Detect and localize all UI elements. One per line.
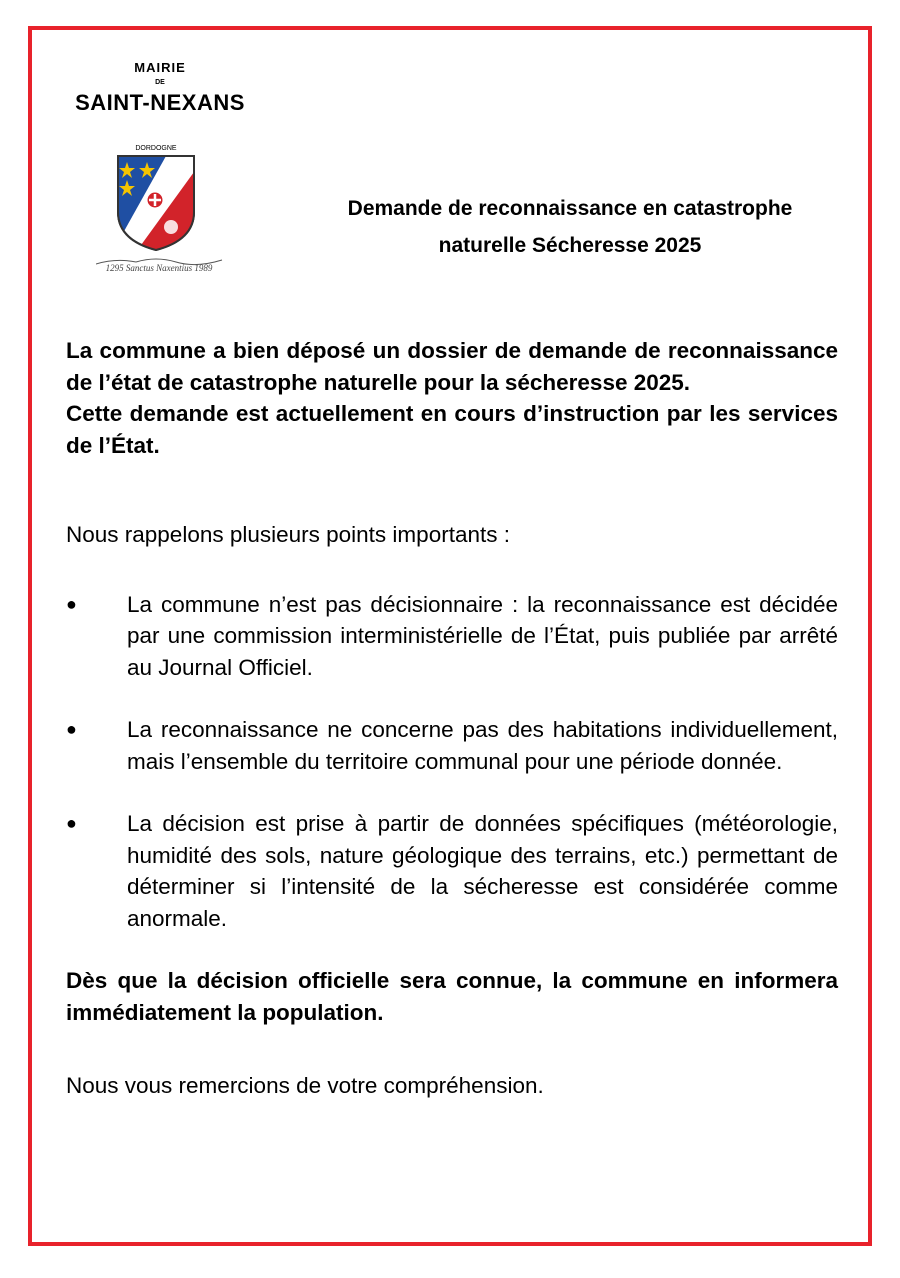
list-item <box>66 808 838 934</box>
points-list <box>66 589 838 935</box>
mairie-label: MAIRIE <box>134 60 186 75</box>
crest-motto: 1295 Sanctus Naxentius 1989 <box>105 263 213 273</box>
title-line-1: Demande de reconnaissance en catastrophe <box>347 197 793 220</box>
bullet-text: La décision est prise à partir de données spécifiques (météorologie, humidité des sols, nature géologique des terrains, etc.) permettant de déterminer si l’intensité de la sécheresse est considérée comme anormale. <box>127 811 838 931</box>
list-item <box>66 589 838 684</box>
lead-paragraph-1: La commune a bien déposé un dossier de demande de reconnaissance de l’état de catastrophe naturelle pour la sécheresse 2025. <box>66 338 838 395</box>
lead-paragraph-2: Cette demande est actuellement en cours d’instruction par les services de l’État. <box>66 401 838 458</box>
de-label: DE <box>155 79 165 86</box>
mairie-header <box>40 60 280 273</box>
title-line-2: naturelle Sécheresse 2025 <box>438 234 702 257</box>
bullet-icon: ● <box>66 593 77 614</box>
closing-paragraph: Dès que la décision officielle sera connue, la commune en informera immédiatement la population. <box>66 968 838 1025</box>
bullet-icon: ● <box>66 719 77 739</box>
bullet-icon: ● <box>66 813 77 833</box>
coat-of-arms-icon <box>96 142 226 282</box>
town-name: SAINT-NEXANS <box>75 90 245 115</box>
thanks-text: Nous vous remercions de votre compréhension. <box>66 1073 544 1098</box>
list-item <box>66 714 838 777</box>
document-title <box>270 190 870 264</box>
crest-region-label: DORDOGNE <box>135 145 177 152</box>
intro-text: Nous rappelons plusieurs points importants : <box>66 522 510 547</box>
bullet-text: La commune n’est pas décisionnaire : la reconnaissance est décidée par une commission interministérielle de l’État, puis publiée par arrêté au Journal Officiel. <box>127 591 838 680</box>
bullet-text: La reconnaissance ne concerne pas des habitations individuellement, mais l’ensemble du territoire communal pour une période donnée. <box>127 717 838 774</box>
document-body <box>66 335 838 1102</box>
